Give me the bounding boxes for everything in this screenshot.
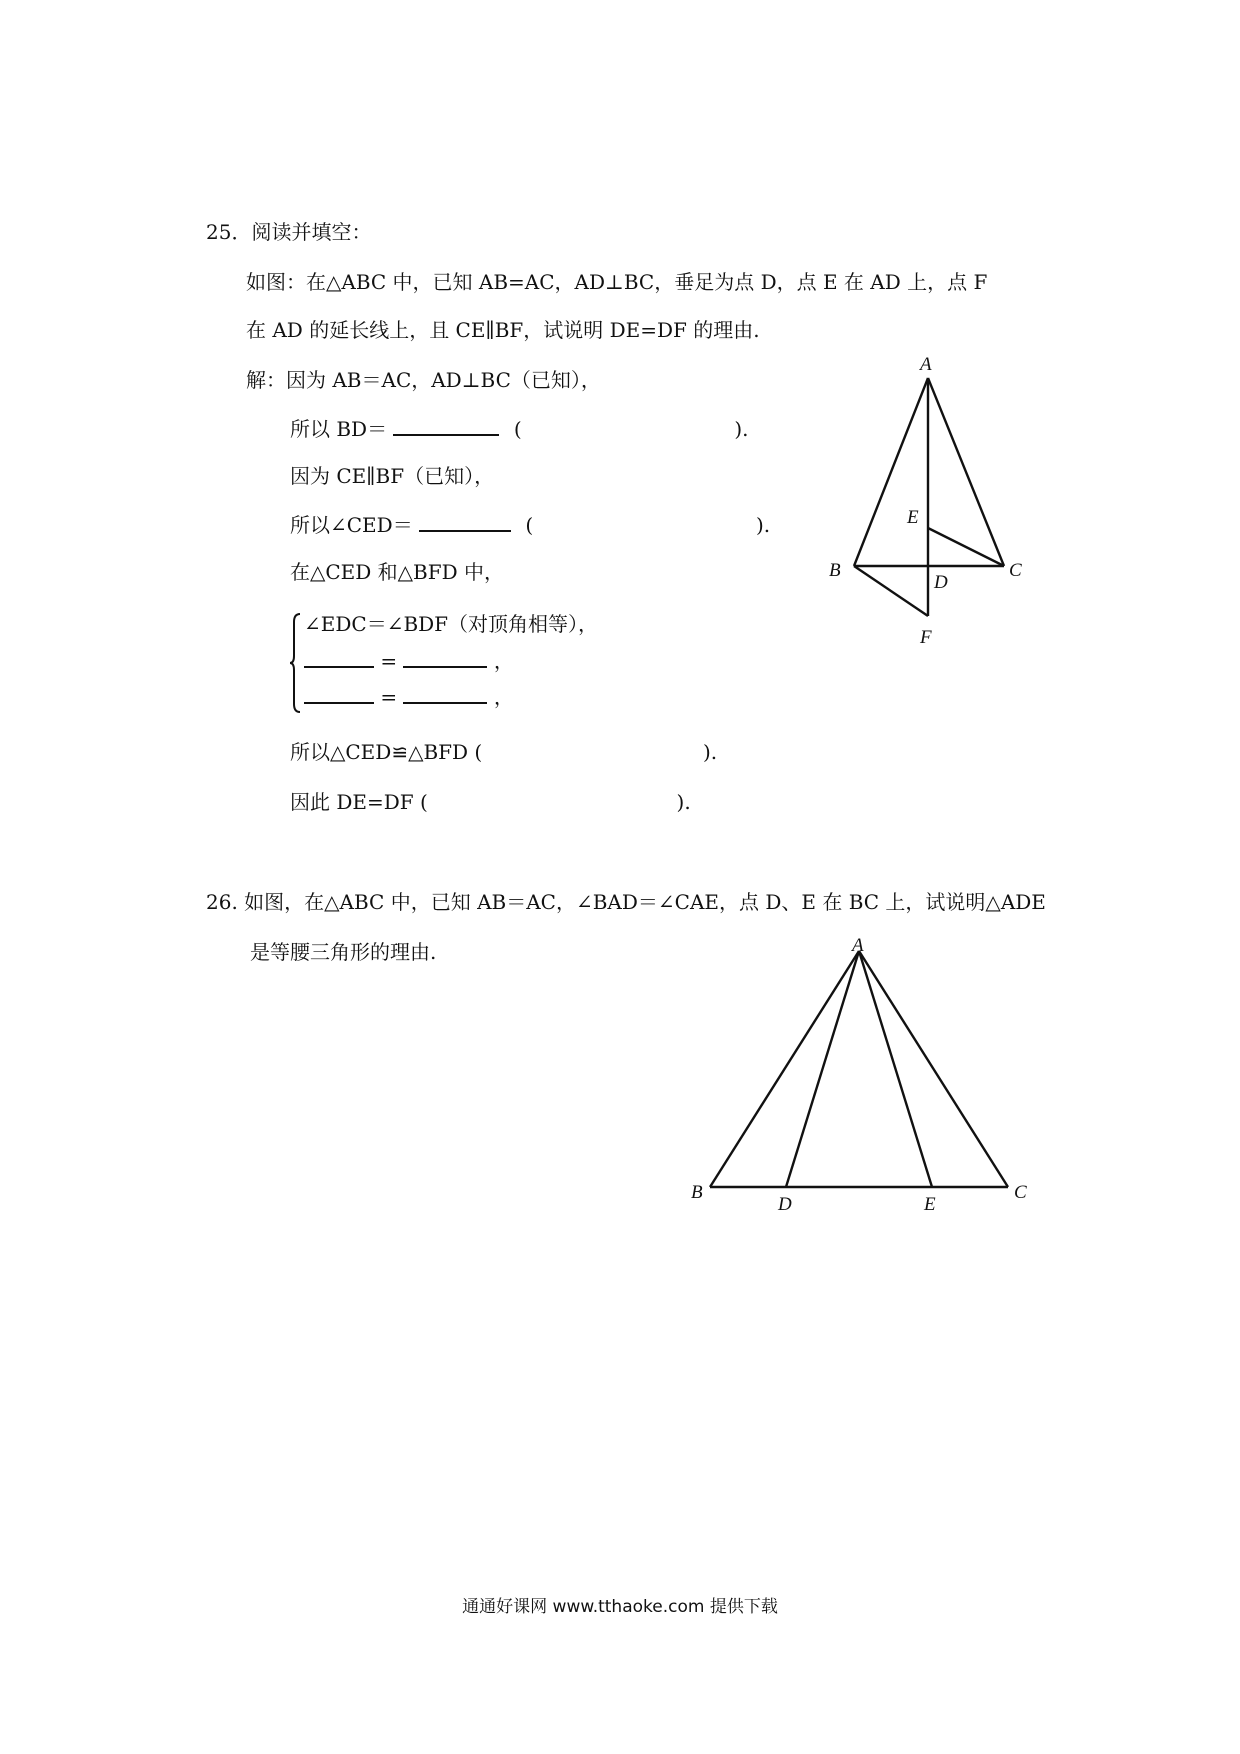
q26-segment-ae	[859, 951, 932, 1187]
q25-sol4-prefix: 所以∠CED＝	[290, 513, 413, 537]
footer-watermark: 通通好课网 www.tthaoke.com 提供下载	[462, 1597, 778, 1617]
q25-solution-line3: 因为 CE∥BF（已知），	[290, 464, 495, 488]
q25-solution-line5: 在△CED 和△BFD 中，	[290, 560, 505, 584]
q25-sol6-close: ).	[702, 740, 718, 764]
q26-label-b: B	[691, 1182, 703, 1203]
q26-statement-line1: 26. 如图，在△ABC 中，已知 AB＝AC，∠BAD＝∠CAE，点 D、E 在 BC 上，试说明△ADE	[206, 890, 1046, 914]
q26-label-e: E	[924, 1194, 936, 1215]
q25-sol2-prefix: 所以 BD＝	[290, 417, 388, 441]
q25-case-line1: ∠EDC＝∠BDF（对顶角相等），	[304, 612, 599, 636]
q25-sol4-paren-close: ).	[755, 513, 771, 537]
q25-solution-line1: 解：因为 AB＝AC，AD⊥BC（已知），	[246, 368, 601, 392]
q25-label-d: D	[934, 572, 948, 593]
q25-sol2-paren-close: ).	[734, 417, 749, 441]
q25-statement-line2: 在 AD 的延长线上，且 CE∥BF，试说明 DE=DF 的理由.	[246, 318, 760, 342]
q25-segment-ec	[928, 528, 1004, 566]
q25-sol7-close: ).	[676, 790, 691, 814]
q25-segment-bf	[854, 566, 928, 616]
q25-case2-eq: =	[380, 649, 398, 673]
q26-segment-ac	[859, 951, 1008, 1187]
q25-sol2-paren-open: (	[513, 417, 522, 441]
q25-label-c: C	[1009, 560, 1022, 581]
q25-sol6-prefix: 所以△CED≌△BFD (	[290, 740, 483, 764]
q26-label-d: D	[778, 1194, 792, 1215]
q25-label-a: A	[920, 354, 932, 375]
q25-sol4-paren-open: (	[525, 513, 534, 537]
q25-label-e: E	[907, 507, 919, 528]
q25-figure	[829, 354, 1022, 648]
q25-case2-comma: ，	[493, 649, 514, 673]
q25-segment-ac	[928, 378, 1004, 566]
q25-case3-eq: =	[380, 685, 398, 709]
q25-case3-comma: ，	[493, 685, 514, 709]
q25-statement-line1: 如图：在△ABC 中，已知 AB=AC，AD⊥BC，垂足为点 D，点 E 在 AD 上，点 F	[246, 270, 988, 294]
q26-label-a: A	[852, 935, 864, 956]
q26-statement-line2: 是等腰三角形的理由.	[250, 940, 437, 964]
q25-segment-ab	[854, 378, 928, 566]
q26-segment-ad	[786, 951, 859, 1187]
q26-segment-ab	[710, 951, 859, 1187]
q26-label-c: C	[1014, 1182, 1027, 1203]
q25-heading: 25．阅读并填空：	[206, 220, 372, 244]
q25-label-b: B	[829, 560, 841, 581]
q25-label-f: F	[920, 627, 932, 648]
q25-sol7-prefix: 因此 DE=DF (	[290, 790, 428, 814]
q26-figure	[691, 935, 1027, 1215]
